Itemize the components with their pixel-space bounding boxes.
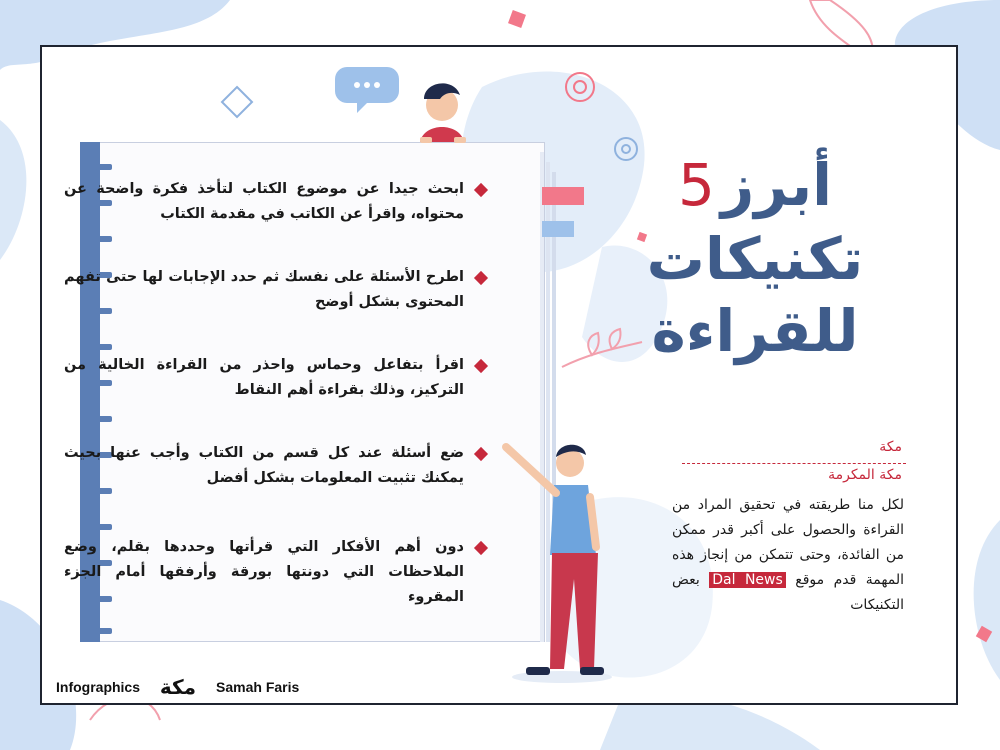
tip-text: ابحث جيدا عن موضوع الكتاب لتأخذ فكرة واضحة عن محتواه، واقرأ عن الكاتب في مقدمة الكتاب bbox=[64, 181, 464, 222]
intro-text-after: بعض التكنيكات bbox=[672, 572, 904, 613]
title-number: 5 bbox=[677, 151, 715, 219]
person-peeking-illustration bbox=[420, 83, 466, 143]
place-divider bbox=[682, 463, 906, 464]
title-line-1 bbox=[600, 147, 910, 223]
okaz-logo bbox=[146, 675, 210, 699]
title-line-2: تكنيكات bbox=[646, 225, 864, 293]
title-line-3: للقراءة bbox=[651, 297, 859, 365]
logo-text: مكة bbox=[159, 675, 197, 699]
intro-paragraph bbox=[672, 493, 904, 618]
title-word: أبرز bbox=[720, 151, 833, 219]
tip-text: اقرأ بتفاعل وحماس واحذر من القراءة الخالية من التركيز، وذلك بقراءة أهم النقاط bbox=[64, 357, 464, 398]
place-region: مكة المكرمة bbox=[828, 467, 902, 483]
intro-text-before: لكل منا طريقته في تحقيق المراد من القراءة والحصول على أكبر قدر ممكن من الفائدة، وحتى تتمكن من إنجاز هذه المهمة قدم موقع bbox=[672, 497, 905, 588]
credit-bar bbox=[56, 673, 299, 701]
tip-text: دون أهم الأفكار التي قرأتها وحددها بقلم، وضع الملاحظات التي دونتها بورقة وأرفقها أمام الجزء المقروء bbox=[64, 539, 464, 605]
tip-text: ضع أسئلة عند كل قسم من الكتاب وأجب عنها بحيث يمكنك تثبيت المعلومات بشكل أفضل bbox=[64, 445, 464, 486]
credit-label: Infographics bbox=[56, 679, 141, 695]
person-pointing-illustration bbox=[506, 445, 612, 683]
infographic-title bbox=[600, 147, 910, 367]
source-highlight: Dal News bbox=[709, 572, 786, 588]
tip-text: اطرح الأسئلة على نفسك ثم حدد الإجابات لها حتى تفهم المحتوى بشكل أوضح bbox=[64, 269, 464, 310]
credit-author: Samah Faris bbox=[216, 679, 300, 695]
infographic-frame bbox=[40, 45, 958, 705]
place-city: مكة bbox=[879, 439, 902, 455]
